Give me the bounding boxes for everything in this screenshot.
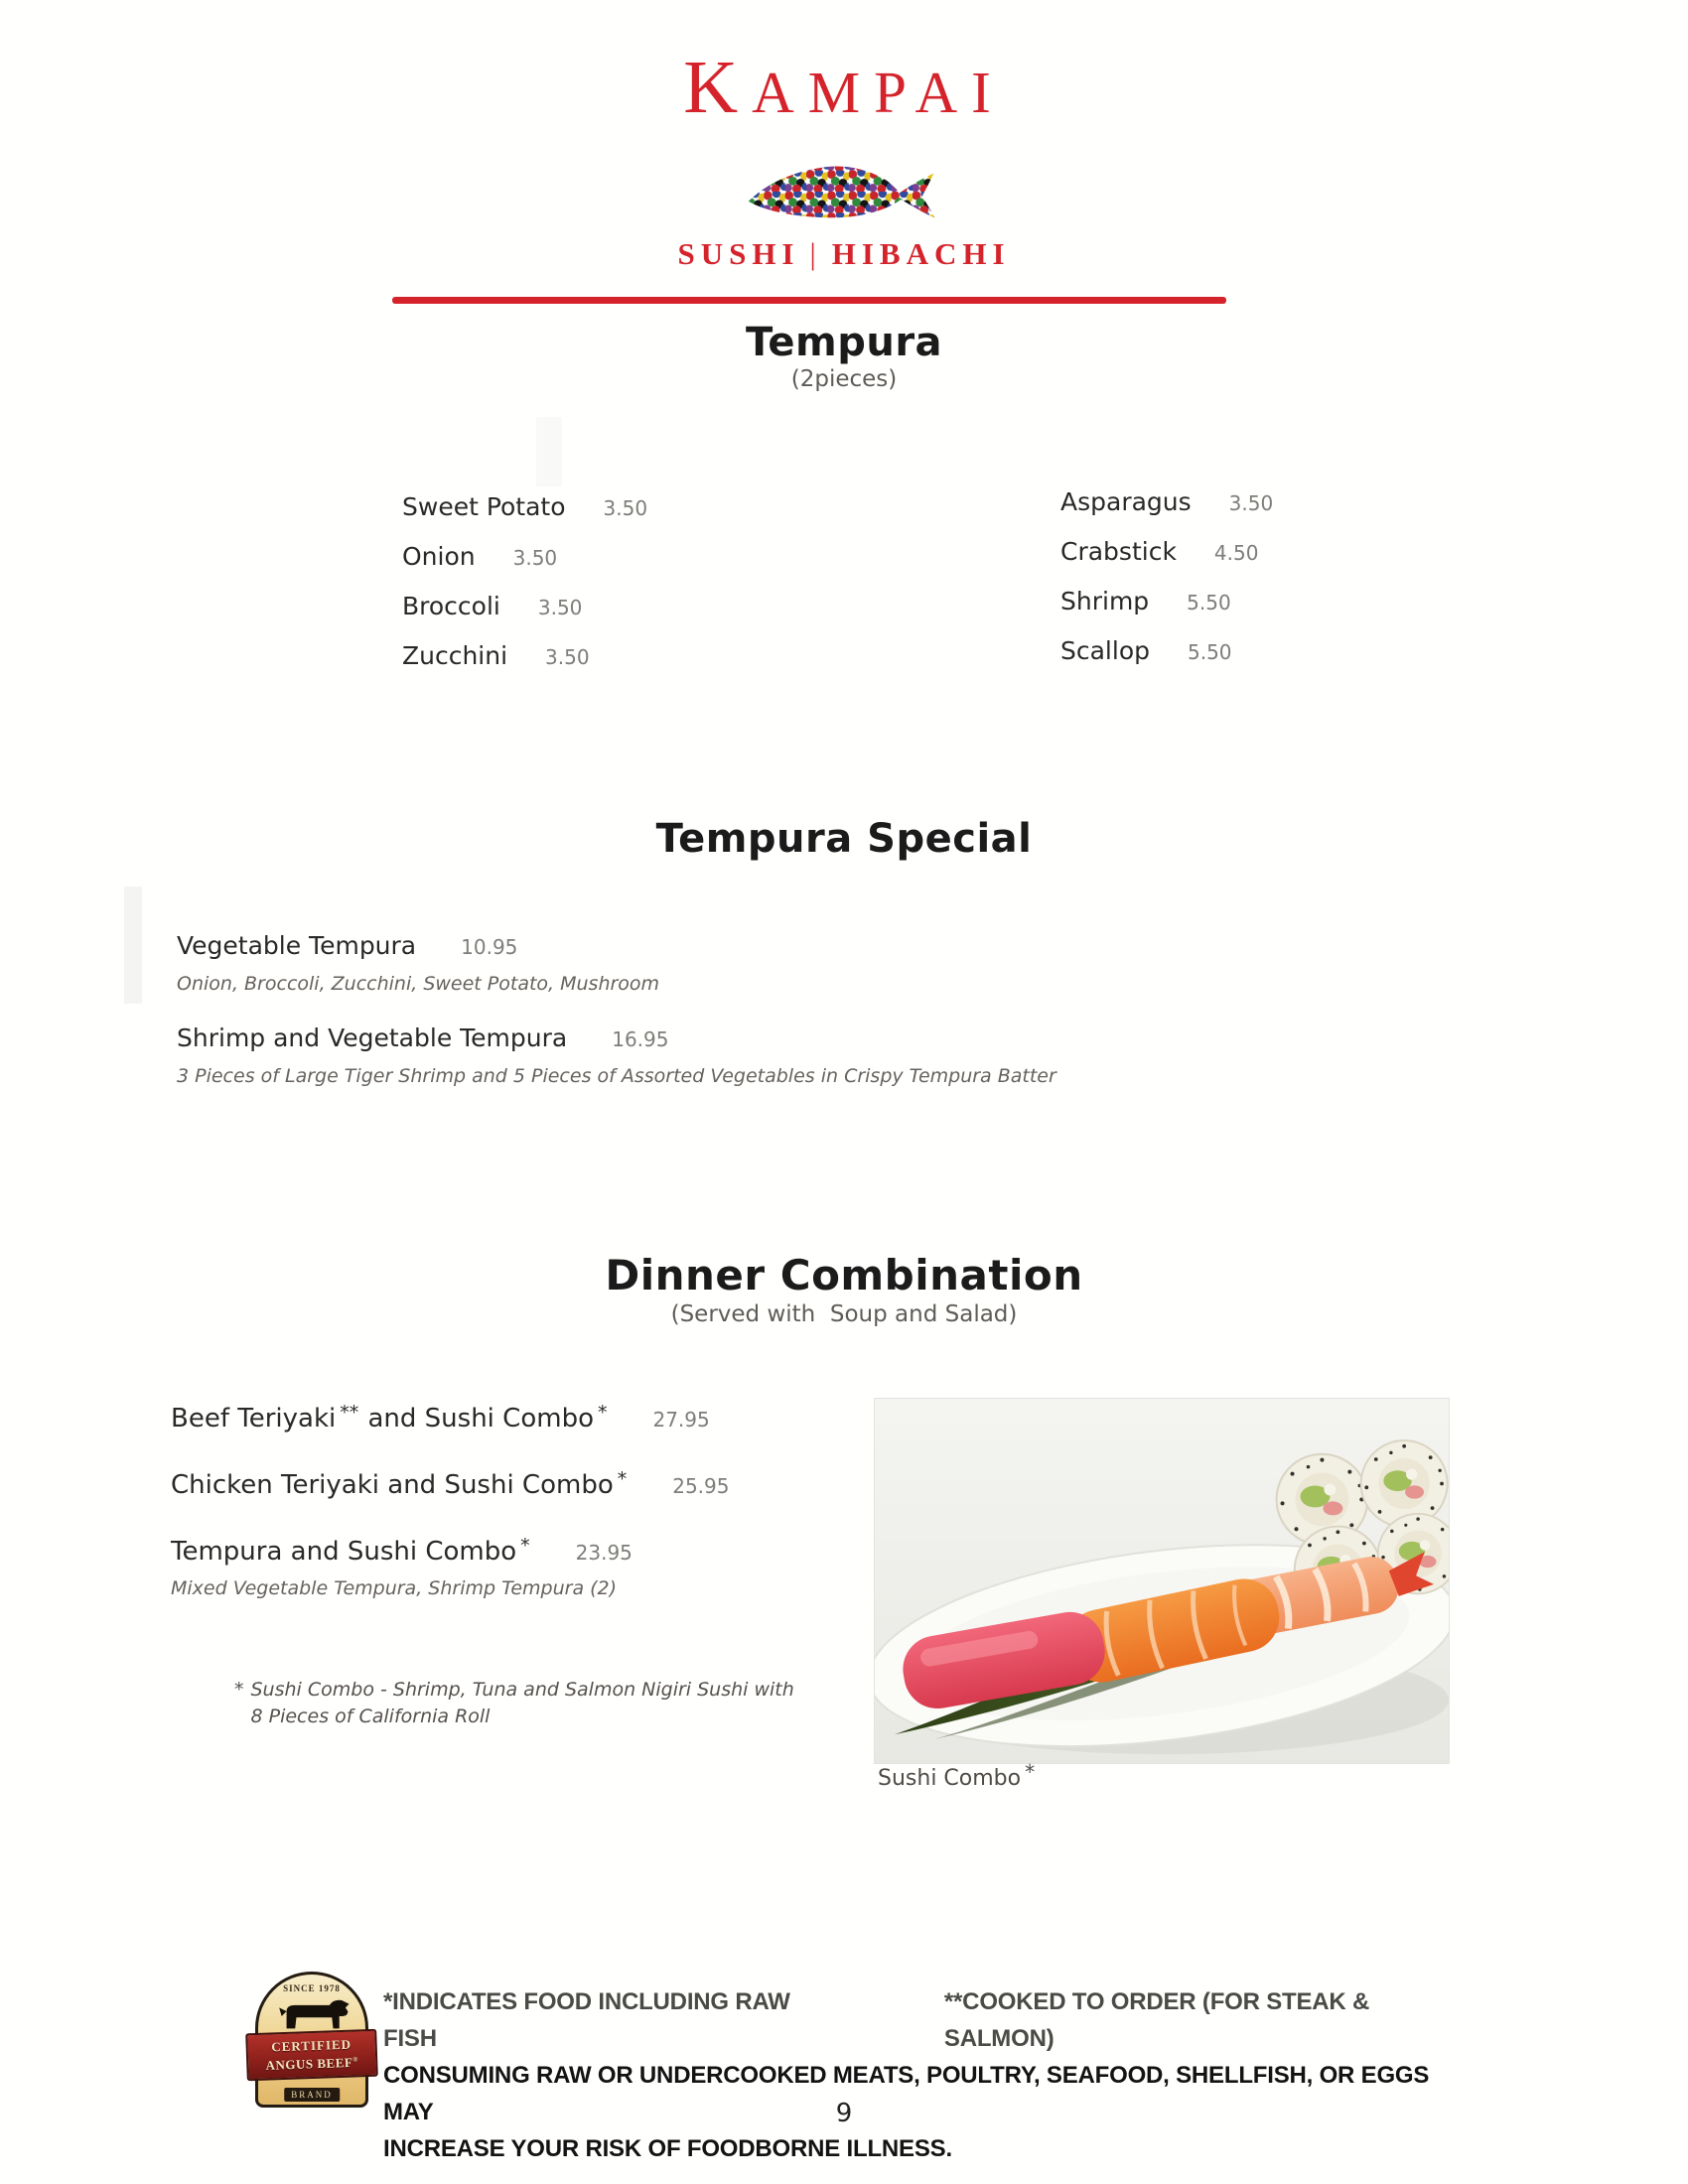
menu-item-chicken-teriyaki-combo — [171, 1470, 945, 1503]
menu-item-shrimp — [1060, 587, 1273, 617]
item-row — [177, 931, 1289, 962]
item-name: and Sushi Combo — [359, 1404, 594, 1433]
tempura-column-left — [402, 492, 647, 691]
menu-item-zucchini — [402, 641, 647, 672]
item-price: 16.95 — [612, 1027, 669, 1051]
item-name: Broccoli — [402, 592, 500, 620]
restaurant-name-initial: K — [683, 46, 753, 129]
section-title-dinner-combination: Dinner Combination — [605, 1251, 1083, 1299]
item-name: Shrimp and Vegetable Tempura — [177, 1024, 568, 1052]
item-asterisk: * — [597, 1402, 608, 1424]
menu-item-vegetable-tempura — [177, 931, 1289, 996]
item-description: 3 Pieces of Large Tiger Shrimp and 5 Pieces of Assorted Vegetables in Crispy Tempura Batter — [177, 1065, 1056, 1087]
item-price: 10.95 — [461, 935, 518, 959]
item-price: 5.50 — [1188, 640, 1232, 664]
menu-item-beef-teriyaki-combo — [171, 1404, 945, 1436]
page-number: 9 — [835, 2099, 853, 2128]
item-name: Sweet Potato — [402, 492, 566, 521]
tempura-special-items — [177, 931, 1289, 1088]
item-row — [171, 1404, 945, 1436]
item-asterisk: ** — [340, 1402, 359, 1424]
item-price: 3.50 — [512, 546, 558, 570]
tagline-separator: | — [809, 236, 822, 271]
item-name: Tempura and Sushi Combo — [171, 1537, 517, 1567]
disclaimer-line1 — [383, 1983, 1485, 2057]
item-row — [171, 1470, 945, 1503]
menu-item-asparagus — [1060, 487, 1273, 518]
tagline-sushi: SUSHI — [677, 236, 800, 271]
disclaimer-line2: CONSUMING RAW OR UNDERCOOKED MEATS, POULTRY, SEAFOOD, SHELLFISH, OR EGGS MAY — [383, 2062, 1430, 2125]
badge-certified-text: CERTIFIED — [271, 2036, 352, 2055]
item-price: 3.50 — [545, 645, 590, 669]
badge-since-text: SINCE 1978 — [283, 1983, 341, 1993]
item-row — [171, 1537, 945, 1570]
sushi-combo-photo — [874, 1398, 1450, 1764]
menu-item-crabstick — [1060, 537, 1273, 568]
scan-artifact — [536, 417, 562, 486]
dinner-combination-items — [171, 1404, 945, 1634]
badge-brand-text: BRAND — [284, 2088, 340, 2102]
item-name: Zucchini — [402, 641, 508, 670]
menu-item-tempura-sushi-combo — [171, 1537, 945, 1600]
disclaimer-text — [383, 1983, 1485, 2167]
photo-caption: Sushi Combo * — [878, 1760, 1036, 1791]
item-description: Onion, Broccoli, Zucchini, Sweet Potato, Mushroom — [177, 973, 660, 995]
restaurant-name — [0, 46, 1688, 129]
menu-item-sweet-potato — [402, 492, 647, 523]
footnote-line1: Sushi Combo - Shrimp, Tuna and Salmon Nigiri Sushi with — [250, 1679, 794, 1701]
caption-asterisk: * — [1025, 1760, 1036, 1784]
dotted-fish-icon — [743, 149, 945, 238]
registered-mark: ® — [352, 2055, 359, 2064]
item-name: Scallop — [1060, 636, 1150, 665]
footnote-text — [251, 1677, 794, 1730]
item-price: 5.50 — [1187, 591, 1231, 614]
raw-fish-note: *INDICATES FOOD INCLUDING RAW FISH — [383, 1988, 790, 2052]
item-row — [177, 1024, 1289, 1054]
item-price: 3.50 — [537, 596, 583, 619]
red-divider — [392, 297, 1226, 304]
item-price: 3.50 — [603, 496, 648, 520]
item-price: 3.50 — [1228, 491, 1274, 515]
footnote-line2: 8 Pieces of California Roll — [250, 1706, 491, 1727]
item-description: Mixed Vegetable Tempura, Shrimp Tempura (2) — [171, 1577, 618, 1599]
item-name: Vegetable Tempura — [177, 931, 417, 960]
item-price: 27.95 — [652, 1408, 710, 1432]
menu-item-shrimp-vegetable-tempura — [177, 1024, 1289, 1088]
restaurant-name-rest: AMPAI — [752, 60, 1005, 125]
section-title-tempura-special: Tempura Special — [655, 816, 1033, 862]
badge-ribbon — [245, 2029, 378, 2082]
section-subtitle-tempura: (2pieces) — [790, 366, 898, 392]
item-name: Chicken Teriyaki and Sushi Combo — [171, 1470, 614, 1500]
sushi-combo-footnote — [234, 1677, 794, 1730]
menu-item-broccoli — [402, 592, 647, 622]
item-asterisk: * — [617, 1468, 628, 1490]
item-name: Onion — [402, 542, 476, 571]
cooked-to-order-note: **COOKED TO ORDER (FOR STEAK & SALMON) — [943, 1988, 1370, 2052]
section-subtitle-dinner-combination: (Served with Soup and Salad) — [670, 1301, 1018, 1327]
section-title-tempura: Tempura — [745, 320, 943, 365]
tempura-column-right — [1060, 487, 1273, 686]
scan-artifact — [124, 887, 142, 1004]
item-price: 25.95 — [672, 1474, 730, 1498]
item-price: 23.95 — [575, 1541, 633, 1565]
tagline-hibachi: HIBACHI — [831, 236, 1011, 271]
item-name: Shrimp — [1060, 587, 1150, 615]
item-name: Crabstick — [1060, 537, 1177, 566]
menu-item-onion — [402, 542, 647, 573]
menu-item-scallop — [1060, 636, 1273, 667]
item-name: Asparagus — [1060, 487, 1192, 516]
item-price: 4.50 — [1213, 541, 1259, 565]
restaurant-tagline — [0, 236, 1688, 272]
certified-angus-beef-badge — [255, 1972, 368, 2108]
footnote-asterisk: * — [234, 1679, 244, 1701]
item-asterisk: * — [520, 1535, 530, 1557]
item-name: Beef Teriyaki — [171, 1404, 337, 1433]
badge-angus-beef-text: ANGUS BEEF® — [265, 2054, 359, 2073]
disclaimer-line3: INCREASE YOUR RISK OF FOODBORNE ILLNESS. — [383, 2135, 952, 2162]
